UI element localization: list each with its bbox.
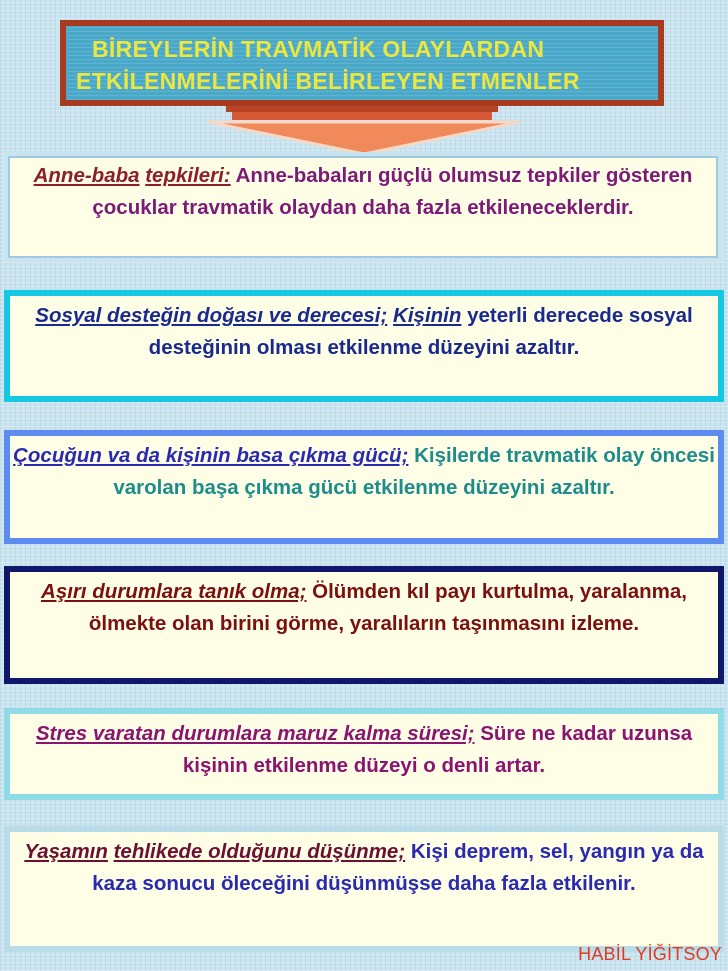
item-body: yeterli derecede sosyal desteğinin olması etkilenme düzeyini azaltır. [148, 304, 693, 359]
item-heading: Yaşamın [24, 840, 108, 863]
item-exposure-duration [4, 708, 724, 800]
item-body: Süre ne kadar uzunsa kişinin etkilenme düzeyi o denli artar. [182, 722, 693, 777]
item-social-support [4, 290, 724, 402]
title-line-1: BİREYLERİN TRAVMATİK OLAYLARDAN [92, 36, 545, 62]
title-line-2: ETKİLENMELERİNİ BELİRLEYEN ETMENLER [76, 68, 580, 94]
item-life-threat-perception [4, 826, 724, 952]
down-arrow-icon [0, 0, 728, 160]
item-heading: tehlikede olduğunu düşünme; [113, 840, 406, 863]
item-body: Kişi deprem, sel, yangın ya da kaza sonucu öleceğini düşünmüşse daha fazla etkilenir. [92, 840, 704, 895]
item-parent-reactions [4, 152, 724, 262]
item-heading: Sosyal desteğin doğası ve derecesi; [35, 304, 388, 327]
item-heading: Aşırı durumlara tanık olma; [41, 580, 307, 603]
item-coping-capacity [4, 430, 724, 544]
item-heading: Çocuğun va da kişinin basa çıkma gücü; [13, 444, 409, 467]
item-body-underlined: Kişinin [393, 304, 462, 327]
item-heading: Stres varatan durumlara maruz kalma süresi; [35, 722, 475, 745]
author-signature: HABİL YİĞİTSOY [578, 944, 722, 964]
item-body: Kişilerde travmatik olay öncesi varolan başa çıkma gücü etkilenme düzeyini azaltır. [113, 444, 715, 499]
item-heading: tepkileri: [145, 164, 231, 187]
item-body: Ölümden kıl payı kurtulma, yaralanma, ölmekte olan birini görme, yaralıların taşınmasını izleme. [88, 580, 687, 635]
item-body: Anne-babaları güçlü olumsuz tepkiler gösteren çocuklar travmatik olaydan daha fazla etkileneceklerdir. [92, 164, 693, 219]
item-heading: Anne-baba [33, 164, 140, 187]
item-witnessing-extremes [4, 566, 724, 684]
